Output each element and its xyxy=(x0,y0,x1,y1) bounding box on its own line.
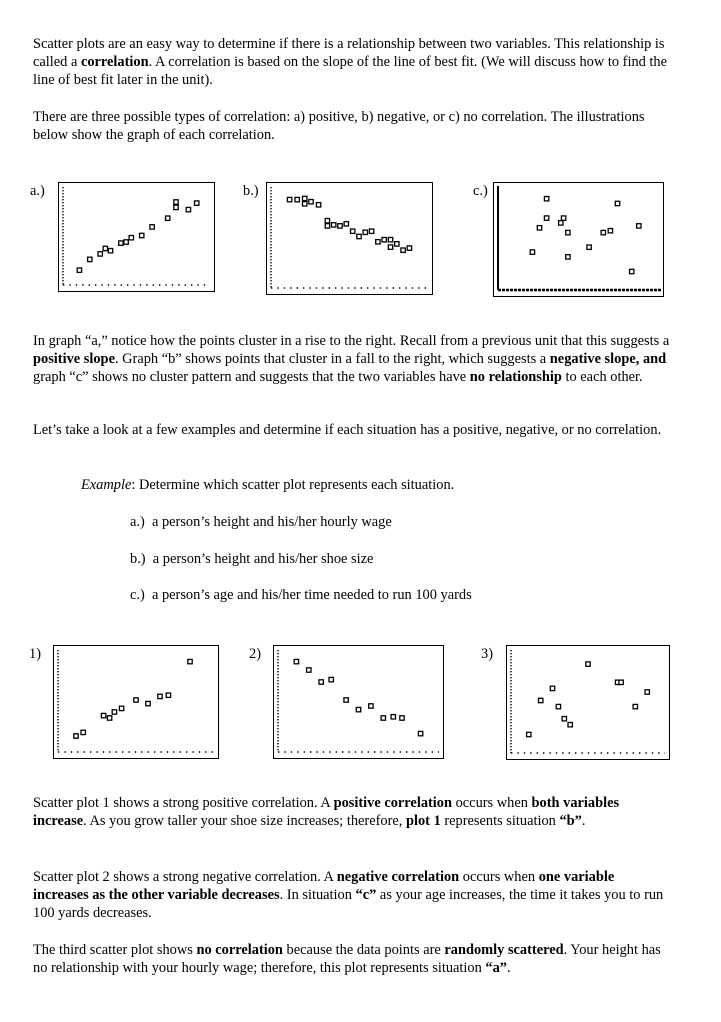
bold-text: one variable increases as the other variable decreases xyxy=(33,869,615,904)
scatter-point xyxy=(303,196,307,200)
scatter-point xyxy=(146,701,150,705)
plot-b-label: b.) xyxy=(243,183,259,199)
scatter-point xyxy=(325,224,329,228)
scatter-point xyxy=(388,238,392,242)
scatter-point xyxy=(369,704,373,708)
text-run: . In situation xyxy=(279,887,356,904)
scatter-point xyxy=(88,257,92,261)
scatter-point xyxy=(119,706,123,710)
scatter-point xyxy=(107,716,111,720)
text-run: The third scatter plot shows xyxy=(33,942,197,958)
scatter-point xyxy=(566,255,570,259)
scatter-point xyxy=(98,252,102,256)
scatter-point xyxy=(382,238,386,242)
scatter-point xyxy=(608,229,612,233)
text-run: Scatter plots are an easy way to determine if there is a relationship between two variables. This relationship is called a xyxy=(33,36,665,71)
scatter-point xyxy=(407,246,411,250)
scatter-point xyxy=(325,219,329,223)
scatter-point xyxy=(103,246,107,250)
text-run: represents situation xyxy=(440,813,560,830)
scatter-point xyxy=(527,732,531,736)
text-run: . A correlation is based on the slope of the line of best fit. (We will discuss how to find the line of best fit later in the unit). xyxy=(33,54,668,89)
plot-c-label: c.) xyxy=(473,183,488,199)
scatter-point xyxy=(568,723,572,727)
scatter-point xyxy=(338,224,342,228)
text-run: Scatter plot 2 shows a strong negative correlation. A xyxy=(33,869,337,885)
bold-text: negative slope, xyxy=(549,351,640,368)
scatter-point xyxy=(395,242,399,246)
scatter-point xyxy=(344,222,348,226)
scatter-point xyxy=(356,707,360,711)
scatter-point xyxy=(186,207,190,211)
scatter-point xyxy=(633,704,637,708)
scatter-point xyxy=(140,233,144,237)
scatter-point xyxy=(287,197,291,201)
bold-text: plot 1 xyxy=(405,813,441,830)
plot-1-label: 1) xyxy=(29,646,41,662)
scatter-point xyxy=(295,197,299,201)
bold-text: randomly scattered xyxy=(444,942,564,958)
scatter-point xyxy=(294,659,298,663)
text-run: occurs when xyxy=(452,795,532,811)
scatter-point xyxy=(561,216,565,220)
scatter-point xyxy=(309,200,313,204)
scatter-point xyxy=(550,686,554,690)
scatter-point xyxy=(388,245,392,249)
scatter-point xyxy=(566,230,570,234)
scatter-point xyxy=(124,240,128,244)
text-run: . xyxy=(581,813,586,830)
text-run: Scatter plot 1 shows a strong positive correlation. A xyxy=(33,795,334,811)
scatter-point xyxy=(77,268,81,272)
example-heading: Example: Determine which scatter plot represents each situation. xyxy=(81,477,455,493)
scatter-point xyxy=(195,201,199,205)
example-item-b: b.) a person’s height and his/her shoe size xyxy=(130,551,374,567)
scatter-point xyxy=(351,229,355,233)
scatter-point xyxy=(586,662,590,666)
positive-correlation-paragraph xyxy=(33,794,673,830)
scatter-point xyxy=(316,203,320,207)
scatter-point xyxy=(559,221,563,225)
text-run: In graph “a,” notice how the points cluster in a rise to the right. Recall from a previous unit that this suggests a xyxy=(33,333,670,349)
examples-intro-paragraph xyxy=(33,421,673,439)
scatter-point xyxy=(166,693,170,697)
text-run: . Your height has no relationship with your hourly wage; therefore, this plot represents situation xyxy=(33,942,661,977)
scatter-point xyxy=(119,241,123,245)
bold-text: “c” xyxy=(355,887,377,904)
intro-paragraph-1 xyxy=(33,35,673,90)
scatter-point xyxy=(166,216,170,220)
scatter-point xyxy=(150,225,154,229)
negative-correlation-paragraph xyxy=(33,868,673,923)
bold-text: and xyxy=(642,351,667,368)
bold-text: no relationship xyxy=(469,369,562,386)
plot-a-label: a.) xyxy=(30,183,45,199)
scatter-point xyxy=(188,659,192,663)
scatter-point xyxy=(329,677,333,681)
scatter-point xyxy=(112,710,116,714)
text-run: . As you grow taller your shoe size increases; therefore, xyxy=(83,813,406,830)
scatter-point xyxy=(630,269,634,273)
text-run: graph “c” shows no cluster pattern and suggests that the two variables have xyxy=(33,369,470,386)
text-run: . xyxy=(507,960,511,977)
plot-2-label: 2) xyxy=(249,646,261,662)
scatter-point xyxy=(587,245,591,249)
scatter-point xyxy=(307,668,311,672)
scatter-point xyxy=(537,226,541,230)
scatter-plot-2 xyxy=(273,645,444,759)
text-run: to each other. xyxy=(561,369,643,386)
text-run: as your age increases, the time it takes you to run 100 yards decreases. xyxy=(33,887,664,922)
scatter-point xyxy=(401,248,405,252)
scatter-point xyxy=(81,730,85,734)
example-item-a: a.) a person’s height and his/her hourly wage xyxy=(130,514,392,530)
scatter-point xyxy=(645,690,649,694)
bold-text: no correlation xyxy=(196,942,283,958)
text-run: There are three possible types of correlation: a) positive, b) negative, or c) no correlation. The illustrations below show the graph of each correlation. xyxy=(33,109,645,144)
scatter-plot-1 xyxy=(53,645,219,759)
scatter-point xyxy=(74,734,78,738)
bold-text: negative correlation xyxy=(336,869,460,885)
scatter-point xyxy=(637,224,641,228)
text-run: because the data points are xyxy=(282,942,445,958)
scatter-point xyxy=(101,713,105,717)
scatter-plot-a xyxy=(58,182,215,292)
scatter-point xyxy=(544,197,548,201)
intro-paragraph-2 xyxy=(33,108,673,144)
scatter-point xyxy=(369,229,373,233)
scatter-point xyxy=(619,680,623,684)
bold-text: correlation xyxy=(80,54,149,71)
plot-3-label: 3) xyxy=(481,646,493,662)
bold-text: positive correlation xyxy=(333,795,452,811)
bold-text: “a” xyxy=(485,960,507,977)
scatter-point xyxy=(418,731,422,735)
text-run: occurs when xyxy=(459,869,539,885)
scatter-plot-3 xyxy=(506,645,670,760)
scatter-point xyxy=(400,716,404,720)
bold-text: positive slope xyxy=(33,351,115,368)
scatter-plot-c xyxy=(493,182,664,297)
scatter-plot-b xyxy=(266,182,433,295)
scatter-point xyxy=(601,230,605,234)
scatter-point xyxy=(562,717,566,721)
scatter-point xyxy=(381,716,385,720)
example-item-c: c.) a person’s age and his/her time needed to run 100 yards xyxy=(130,587,472,603)
scatter-point xyxy=(134,698,138,702)
scatter-point xyxy=(303,202,307,206)
scatter-point xyxy=(530,250,534,254)
scatter-point xyxy=(129,236,133,240)
scatter-point xyxy=(615,201,619,205)
scatter-point xyxy=(344,698,348,702)
scatter-point xyxy=(539,698,543,702)
scatter-point xyxy=(108,249,112,253)
scatter-point xyxy=(357,234,361,238)
no-correlation-paragraph xyxy=(33,941,673,977)
scatter-point xyxy=(391,715,395,719)
scatter-point xyxy=(363,230,367,234)
scatter-point xyxy=(332,223,336,227)
scatter-point xyxy=(319,680,323,684)
bold-text: “b” xyxy=(559,813,582,830)
scatter-point xyxy=(174,205,178,209)
bold-text: both variables increase xyxy=(33,795,620,830)
scatter-point xyxy=(158,694,162,698)
scatter-point xyxy=(376,240,380,244)
scatter-point xyxy=(544,216,548,220)
text-run: . Graph “b” shows points that cluster in a fall to the right, which suggests a xyxy=(114,351,550,368)
text-run: Let’s take a look at a few examples and determine if each situation has a positive, negative, or no correlation. xyxy=(33,422,662,438)
graph-explanation-paragraph xyxy=(33,332,673,387)
scatter-point xyxy=(556,704,560,708)
scatter-point xyxy=(174,200,178,204)
